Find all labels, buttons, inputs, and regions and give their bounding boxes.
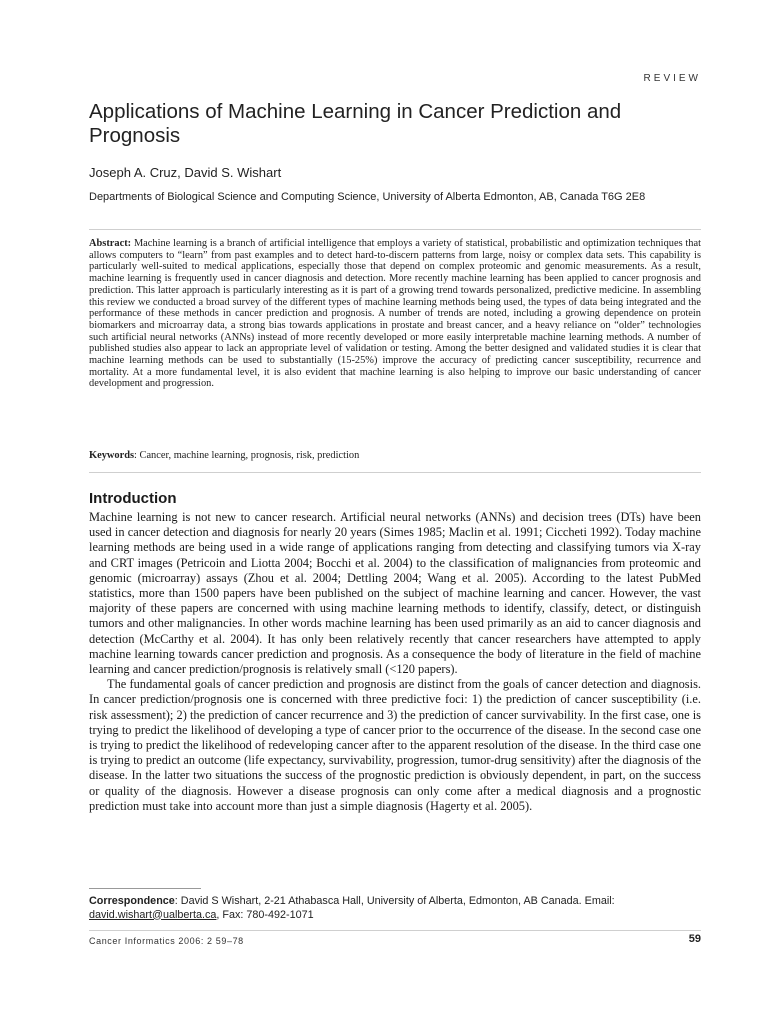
keywords [89,450,701,461]
abstract [89,238,701,390]
introduction-paragraph: The fundamental goals of cancer prediction and prognosis are distinct from the goals of cancer detection and diagnosis. In cancer prediction/prognosis one is concerned with three predictive foci: 1) the prediction of cancer susceptibility (i.e. risk assessment); 2) the prediction of cancer recurrence and 3) the prediction of cancer survivability. In the first case, one is trying to predict the likelihood of developing a type of cancer prior to the occurrence of the disease. In the second case one is trying to predict the likelihood of redeveloping cancer after to the apparent resolution of the disease. In the third case one is trying to predict an outcome (life expectancy, survivability, progression, tumor-drug sensitivity) after the diagnosis of the disease. In the latter two situations the success of the prognostic prediction is obviously dependent, in part, on the success or quality of the diagnosis. However a disease prognosis can only come after a medical diagnosis and a prognostic prediction must take into account more than just a simple diagnosis (Hagerty et al. 2005). [89,677,701,813]
author-affiliation: Departments of Biological Science and Computing Science, University of Alberta Edmonton, AB, Canada T6G 2E8 [89,191,646,203]
footer-divider [89,930,701,931]
keywords-label: Keywords [89,450,135,461]
correspondence-fax: Fax: 780-492-1071 [219,908,314,921]
correspondence-text: : David S Wishart, 2-21 Athabasca Hall, University of Alberta, Edmonton, AB Canada. Email: [174,895,615,907]
abstract-text: Machine learning is a branch of artificial intelligence that employs a variety of statistical, probabilistic and optimization techniques that allows computers to “learn” from past examples and to detect hard-to-discern patterns from large, noisy or complex data sets. This capability is particularly well-suited to medical applications, especially those that depend on complex proteomic and genomic measurements. As a result, machine learning is frequently used in cancer diagnosis and detection. More recently machine learning has been applied to cancer prognosis and prediction. This latter approach is particularly interesting as it is part of a growing trend towards personalized, predictive medicine. In assembling this review we conducted a broad survey of the different types of machine learning methods being used, the types of data being integrated and the performance of these methods in cancer prediction and prognosis. A number of trends are noted, including a growing dependence on protein biomarkers and microarray data, a strong bias towards applications in prostate and breast cancer, and a heavy reliance on “older” technologies such artificial neural networks (ANNs) instead of more recently developed or more easily interpretable machine learning methods. A number of published studies also appear to lack an appropriate level of validation or testing. Among the better designed and validated studies it is clear that machine learning methods can be used to substantially (15-25%) improve the accuracy of predicting cancer susceptibility, recurrence and mortality. At a more fundamental level, it is also evident that machine learning is also helping to improve our basic understanding of cancer development and progression. [89,238,701,390]
page-number: 59 [688,933,701,945]
abstract-bottom-divider [89,472,701,473]
introduction-paragraph: Machine learning is not new to cancer research. Artificial neural networks (ANNs) and decision trees (DTs) have been used in cancer detection and diagnosis for nearly 20 years (Simes 1985; Maclin et al. 1991; Ciccheti 1992). Today machine learning methods are being used in a wide range of applications ranging from detecting and classifying tumors via X-ray and CRT images (Petricoin and Liotta 2004; Bocchi et al. 2004) to the classification of malignancies from proteomic and genomic (microarray) assays (Zhou et al. 2004; Dettling 2004; Wang et al. 2005). According to the latest PubMed statistics, more than 1500 papers have been published on the subject of machine learning and cancer. However, the vast majority of these papers are concerned with using machine learning methods to identify, classify, detect, or distinguish tumors and other malignancies. In other words machine learning has been used primarily as an aid to cancer diagnosis and detection (McCarthy et al. 2004). It has only been relatively recently that cancer researchers have attempted to apply machine learning towards cancer prediction and prognosis. As a consequence the body of literature in the field of machine learning and cancer prediction/prognosis is relatively small (<120 papers). [89,510,701,677]
introduction-heading: Introduction [89,490,177,507]
footnote-divider [89,888,201,889]
correspondence-note [89,895,701,922]
introduction-body [89,510,701,814]
section-tag: REVIEW [643,73,701,84]
author-list: Joseph A. Cruz, David S. Wishart [89,165,282,180]
article-title: Applications of Machine Learning in Cancer Prediction and Prognosis [89,100,622,147]
correspondence-label: Correspondence [89,895,175,907]
abstract-top-divider [89,229,701,230]
correspondence-email-link[interactable]: david.wishart@ualberta.ca, [89,908,220,921]
abstract-label: Abstract: [89,238,132,249]
journal-reference: Cancer Informatics 2006: 2 59–78 [89,936,244,946]
keywords-text: : Cancer, machine learning, prognosis, risk, prediction [134,450,360,461]
